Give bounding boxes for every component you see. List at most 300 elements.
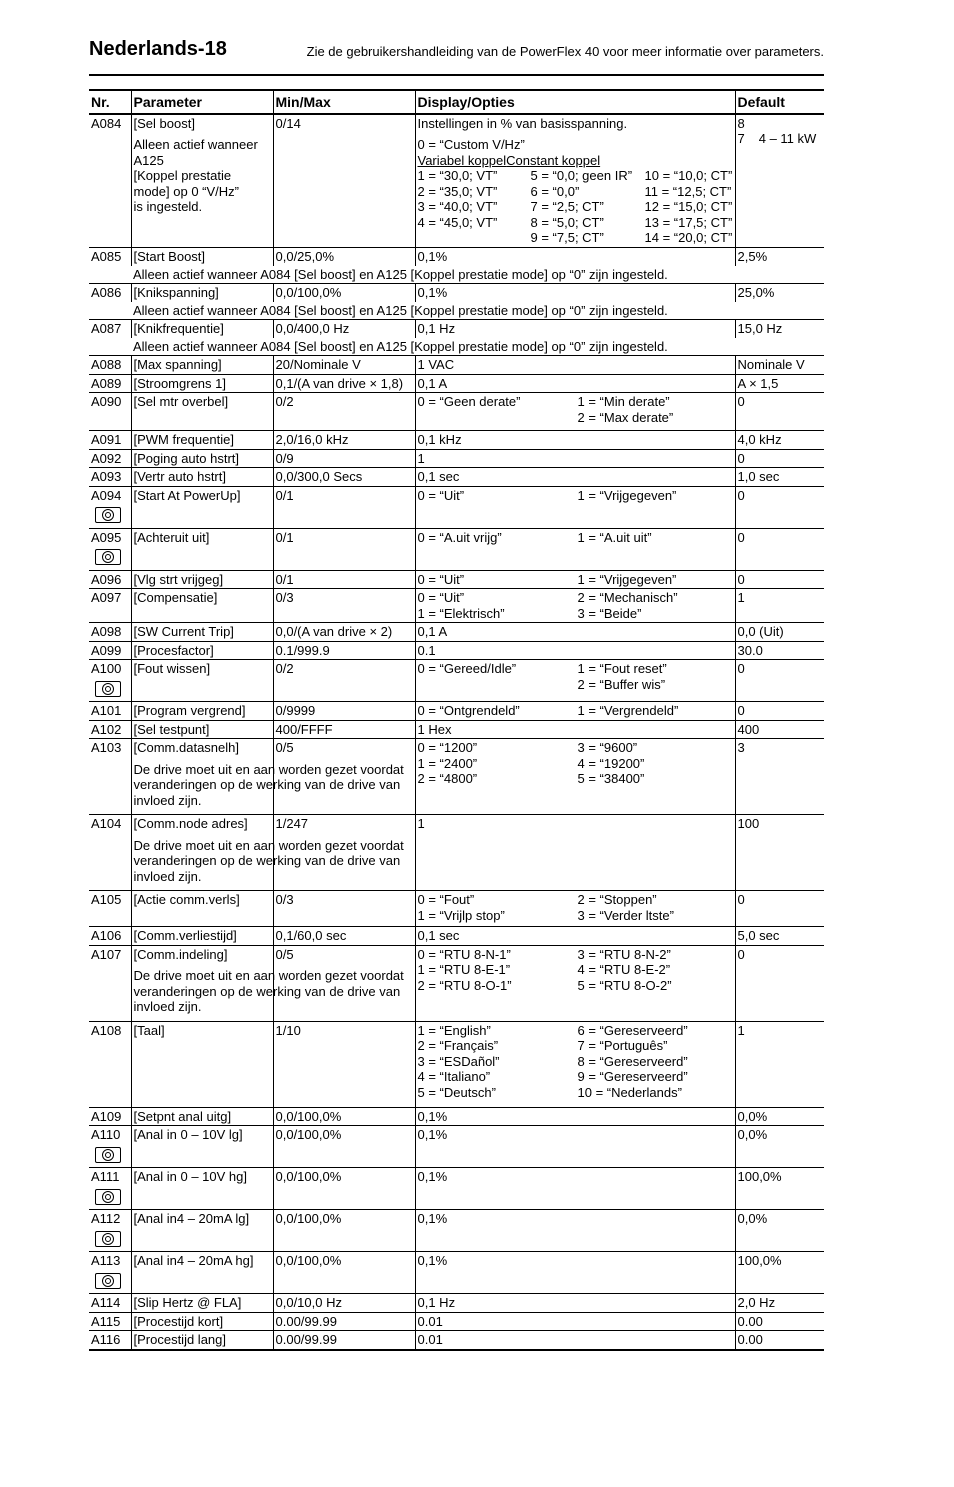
cell-nr [89,641,131,660]
option-item: 14 = “20,0; CT” [644,230,733,245]
display-value: 1 [417,816,425,831]
display-value: 0,1% [417,1108,448,1124]
default-value: 0 [737,703,745,718]
default-value: 0 [737,571,745,587]
cell-nr [89,623,131,642]
cell-nr [89,1331,131,1350]
param-number: A091 [91,432,122,447]
cell-display [415,248,735,266]
table-row [89,486,824,528]
table-row [89,528,824,570]
param-name: [Procestijd lang] [133,1332,226,1347]
min-max-value: 0,0/25,0% [275,249,335,264]
option-item: 0 = “RTU 8-N-1” [417,946,511,962]
cell-nr [89,374,131,393]
display-value: 1 VAC [417,357,455,372]
min-max-value: 0,0/100,0% [275,1108,342,1124]
cell-nr [89,945,131,1021]
table-row [89,374,824,393]
cell-parameter [131,393,273,431]
cell-default [735,284,824,302]
cell-display [415,1021,735,1107]
option-item: 0 = “Uit” [417,590,465,605]
default-value: 0,0% [737,1211,768,1226]
note-row [89,338,824,356]
option-item: 3 = “ESDañol” [417,1053,500,1069]
cell-default [735,528,824,570]
cell-display [415,393,735,431]
param-name: [Start Boost] [133,249,206,264]
display-value: 1 [417,450,425,466]
table-row [89,1126,824,1168]
default-value: 0,0% [737,1108,768,1124]
display-value: 0,1 Hz [417,1295,456,1310]
param-number: A112 [91,1211,121,1226]
param-name: [Comm.node adres] [133,816,248,831]
header-note: Zie de gebruikershandleiding van de PowerFlex 40 voor meer informatie over parameters. [306,44,824,59]
cell-minmax [273,641,415,660]
cell-nr [89,1252,131,1294]
cell-parameter [131,431,273,450]
param-number: A115 [91,1313,121,1329]
cell-display [415,1294,735,1313]
cell-display [415,449,735,468]
cell-display [415,284,735,302]
param-name: [Fout wissen] [133,661,211,676]
cell-nr [89,1294,131,1313]
min-max-value: 0/3 [275,590,294,605]
param-number: A103 [91,740,122,755]
subhead-variable: Variabel koppel [417,152,507,168]
subhead-constant: Constant koppel [506,152,601,168]
min-max-value: 0.1/999.9 [275,642,330,658]
cell-display [415,570,735,589]
option-item: 1 = “Elektrisch” [417,605,505,621]
cell-minmax [273,431,415,450]
cell-default [735,356,824,375]
table-row [89,570,824,589]
param-number: A099 [91,642,122,658]
cell-minmax [273,528,415,570]
display-value: 0,1% [417,1211,448,1226]
cell-parameter [131,1294,273,1313]
default-value: 4,0 kHz [737,432,782,447]
default-value: 25,0% [737,285,775,300]
option-item [418,230,531,246]
cell-minmax [273,248,415,266]
cell-parameter [131,891,273,927]
default-size-row [738,131,823,147]
cell-display [415,891,735,927]
cell-default [735,1021,824,1107]
cell-display [415,815,735,891]
display-value: 0.01 [417,1313,443,1329]
min-max-value: 0/5 [275,740,294,755]
min-max-value: 0.00/99.99 [275,1313,337,1329]
option-item: 13 = “17,5; CT” [644,214,733,230]
param-name: [Anal in4 – 20mA lg] [133,1211,250,1226]
cell-parameter [131,1126,273,1168]
param-name: [Start At PowerUp] [133,487,241,503]
cell-parameter [131,702,273,721]
table-row [89,641,824,660]
table-row [89,945,824,1021]
param-name: [Vertr auto hstrt] [133,469,226,484]
options-grid [418,740,733,787]
default-value: A × 1,5 [737,375,779,391]
cell-minmax [273,320,415,338]
col-header-nr: Nr. [89,90,131,114]
table-body [89,114,824,1350]
param-name: [Comm.verliestijd] [133,928,237,943]
cell-display [415,356,735,375]
option-item: 0 = “Uit” [417,571,465,587]
param-number: A086 [91,285,122,300]
option-item: 0 = “Geen derate” [417,394,521,409]
stop-drive-icon [95,1147,121,1163]
min-max-value: 400/FFFF [275,721,333,737]
default-value: 0,0% [737,1127,768,1142]
cell-parameter [131,927,273,946]
display-value: 1 Hex [417,721,452,737]
table-row [89,449,824,468]
stop-drive-icon [95,1231,121,1247]
cell-default [735,815,824,891]
table-row [89,589,824,623]
default-value: 2,0 Hz [737,1295,776,1310]
cell-display [415,1331,735,1350]
cell-parameter [131,486,273,528]
cell-parameter [131,1021,273,1107]
boost-note: Alleen actief wanneer A084 [Sel boost] en A125 [Koppel prestatie mode] op “0” zijn ingesteld. [133,302,668,318]
table-row [89,1331,824,1350]
cell-minmax [273,393,415,431]
stop-drive-icon [95,681,121,697]
cell-nr [89,486,131,528]
option-item: 7 = “2,5; CT” [530,199,604,214]
param-name: [Anal in 0 – 10V hg] [133,1169,247,1184]
default-value: 100,0% [737,1253,782,1268]
min-max-value: 0,0/100,0% [275,1127,342,1142]
cell-nr-empty [89,302,131,320]
min-max-value: 0,0/100,0% [275,1211,342,1226]
table-row [89,468,824,487]
param-name: [Sel boost] [133,115,195,131]
param-number: A097 [91,590,122,605]
display-value: 0,1 sec [417,469,460,484]
display-intro: Instellingen in % van basisspanning. [417,115,628,131]
cell-nr-empty [89,338,131,356]
default-value: 30.0 [737,642,763,658]
display-value: 0,1 Hz [417,321,456,336]
cell-default [735,570,824,589]
param-name: [Max spanning] [133,357,222,372]
cell-minmax [273,449,415,468]
param-number: A088 [91,357,122,372]
table-row [89,891,824,927]
min-max-value: 0.00/99.99 [275,1332,337,1347]
cell-nr [89,320,131,338]
table-row [89,739,824,815]
option-item: 10 = “Nederlands” [577,1084,682,1100]
boost-note: Alleen actief wanneer A084 [Sel boost] en A125 [Koppel prestatie mode] op “0” zijn ingesteld. [133,338,668,354]
param-number: A114 [91,1295,121,1310]
option-item: 1 = “Min derate” [577,394,670,409]
param-number: A101 [91,703,122,718]
default-value: 15,0 Hz [737,321,783,336]
default-value: 0 [737,450,745,466]
param-name: [Sel mtr overbel] [133,394,229,409]
param-name: [PWM frequentie] [133,432,234,447]
param-number: A089 [91,375,122,391]
option-item: 5 = “RTU 8-O-2” [577,977,672,993]
cell-display [415,486,735,528]
cell-minmax [273,623,415,642]
option-item: 9 = “Gereserveerd” [577,1069,688,1084]
cell-display [415,589,735,623]
param-number: A093 [91,469,122,484]
cell-nr [89,248,131,266]
cell-parameter [131,1312,273,1331]
param-number: A094 [91,487,122,503]
default-value: 0 [737,946,745,962]
min-max-value: 0,0/10,0 Hz [275,1295,342,1310]
cell-minmax [273,570,415,589]
min-max-value: 0/1 [275,487,294,503]
param-name: [Taal] [133,1022,165,1038]
display-value: 0,1% [417,1127,448,1142]
cell-parameter [131,449,273,468]
default-value: 5,0 sec [737,928,780,943]
option-item: 6 = “0,0” [530,183,580,199]
min-max-value: 0/2 [275,394,294,409]
option-item: 2 = “Français” [417,1038,499,1053]
param-name: [Achteruit uit] [133,529,210,545]
option-item: 1 = “RTU 8-E-1” [417,962,511,977]
default-value: 0 [737,394,745,409]
cell-display [415,1210,735,1252]
min-max-value: 0,0/100,0% [275,285,342,300]
note-row [89,302,824,320]
cell-minmax [273,1294,415,1313]
min-max-value: 0,1/(A van drive × 1,8) [275,375,404,391]
cell-display [415,468,735,487]
table-row [89,720,824,739]
cell-nr [89,739,131,815]
param-note-line: is ingesteld. [133,199,203,214]
default-value: 0 [737,487,745,503]
cell-parameter [131,528,273,570]
param-number: A084 [91,115,122,131]
param-name: [Setpnt anal uitg] [133,1108,232,1124]
cell-display [415,1126,735,1168]
min-max-value: 0/9999 [275,703,316,718]
cell-parameter [131,641,273,660]
stop-drive-icon [95,507,121,523]
cell-parameter [131,1331,273,1350]
cell-default [735,1312,824,1331]
cell-default [735,374,824,393]
option-item: 2 = “Buffer wis” [577,676,666,692]
cell-nr [89,1210,131,1252]
col-header-minmax: Min/Max [273,90,415,114]
param-note-line: Alleen actief wanneer A125 [133,137,258,168]
table-header-row [89,90,824,114]
option-item [418,410,578,426]
cell-minmax [273,356,415,375]
param-number: A110 [91,1127,121,1142]
default-value: 8 [737,115,745,131]
option-item: 2 = “35,0; VT” [417,183,498,199]
cell-nr [89,589,131,623]
table-row [89,320,824,338]
cell-parameter [131,1210,273,1252]
cell-display [415,1252,735,1294]
options-grid [418,947,733,994]
cell-default [735,641,824,660]
option-item: 1 = “Vrijlp stop” [417,907,505,923]
options-grid [418,394,733,425]
table-row [89,1107,824,1126]
param-name: [Vlg strt vrijgeg] [133,571,224,587]
cell-display [415,720,735,739]
param-number: A111 [91,1169,120,1184]
option-item: 1 = “Fout reset” [577,661,667,676]
cell-default [735,248,824,266]
min-max-value: 1/247 [275,816,309,831]
table-row [89,660,824,702]
option-item: 0 = “1200” [417,740,478,755]
min-max-value: 0/1 [275,529,294,545]
cell-display [415,528,735,570]
cell-nr [89,1107,131,1126]
cell-parameter [131,1107,273,1126]
default-value: 0 [737,529,745,545]
option-item: 5 = “Deutsch” [417,1084,496,1100]
min-max-value: 0,0/400,0 Hz [275,321,350,336]
table-row [89,927,824,946]
options-grid [418,661,733,692]
cell-default [735,1126,824,1168]
option-item: 5 = “38400” [577,771,645,786]
cell-parameter [131,660,273,702]
cell-nr [89,702,131,721]
param-number: A109 [91,1108,122,1124]
default-value: Nominale V [737,357,805,372]
cell-default [735,468,824,487]
option-item: 0 = “Gereed/Idle” [417,661,517,676]
options-grid [418,530,733,546]
table-row [89,623,824,642]
option-item: 4 = “Italiano” [417,1069,491,1084]
cell-default [735,449,824,468]
param-number: A108 [91,1022,122,1038]
cell-parameter [131,320,273,338]
page-title: Nederlands-18 [89,38,227,60]
option-item: 4 = “45,0; VT” [417,214,498,230]
cell-default [735,486,824,528]
cell-default [735,660,824,702]
table-row [89,431,824,450]
param-number: A116 [91,1332,121,1347]
power-cycle-note: De drive moet uit en aan worden gezet voordat veranderingen op de werking van de drive van invloed zijn. [133,837,404,884]
default-value: 1 [737,590,745,605]
cell-minmax [273,468,415,487]
cell-display [415,702,735,721]
display-value: 0,1 kHz [417,432,462,447]
cell-minmax [273,1021,415,1107]
cell-parameter [131,114,273,248]
min-max-value: 0/1 [275,571,294,587]
options-grid [418,590,733,621]
col-header-default: Default [735,90,824,114]
min-max-value: 0/3 [275,892,294,907]
cell-nr [89,720,131,739]
param-name: [Procestijd kort] [133,1313,224,1329]
parameter-table [89,89,824,1351]
cell-minmax [273,1312,415,1331]
option-item: 8 = “5,0; CT” [530,214,604,230]
option-item: 2 = “Mechanisch” [577,590,678,605]
display-subheads [418,153,733,169]
cell-minmax [273,1168,415,1210]
power-cycle-note: De drive moet uit en aan worden gezet voordat veranderingen op de werking van de drive van invloed zijn. [133,968,404,1014]
option-item: 2 = “Max derate” [577,409,674,425]
cell-minmax [273,1107,415,1126]
display-value: 0,1% [417,1169,448,1184]
option-item [418,677,578,693]
default-alt-value: 7 [737,131,745,146]
options-grid [418,1023,733,1101]
stop-drive-icon [95,549,121,565]
option-item: 0 = “Fout” [417,892,475,907]
param-number: A090 [91,394,122,409]
options-grid [418,572,733,588]
default-value: 0 [737,892,745,907]
option-item: 0 = “Ontgrendeld” [417,703,520,718]
param-number: A106 [91,928,122,943]
min-max-value: 0,0/300,0 Secs [275,469,363,484]
cell-default [735,720,824,739]
default-value: 0.00 [737,1332,763,1347]
param-number: A085 [91,249,122,264]
default-value: 0,0 (Uit) [737,624,784,639]
min-max-value: 0/9 [275,450,294,466]
cell-display [415,945,735,1021]
option-item: 7 = “Português” [577,1038,668,1053]
min-max-value: 1/10 [275,1022,301,1038]
cell-nr [89,927,131,946]
param-name: [Compensatie] [133,590,218,605]
option-item: 11 = “12,5; CT” [644,183,732,199]
min-max-value: 0,0/(A van drive × 2) [275,624,393,639]
display-value: 0.1 [417,642,436,658]
cell-display [415,374,735,393]
cell-parameter [131,356,273,375]
param-name: [SW Current Trip] [133,624,234,639]
cell-display [415,739,735,815]
cell-nr [89,356,131,375]
default-value: 1 [737,1022,745,1038]
page-header [89,36,824,76]
table-row [89,1168,824,1210]
param-number: A098 [91,624,122,639]
display-value: 0,1 sec [417,928,460,943]
cell-nr [89,431,131,450]
col-header-parameter: Parameter [131,90,273,114]
param-name: [Slip Hertz @ FLA] [133,1295,242,1310]
cell-parameter [131,284,273,302]
